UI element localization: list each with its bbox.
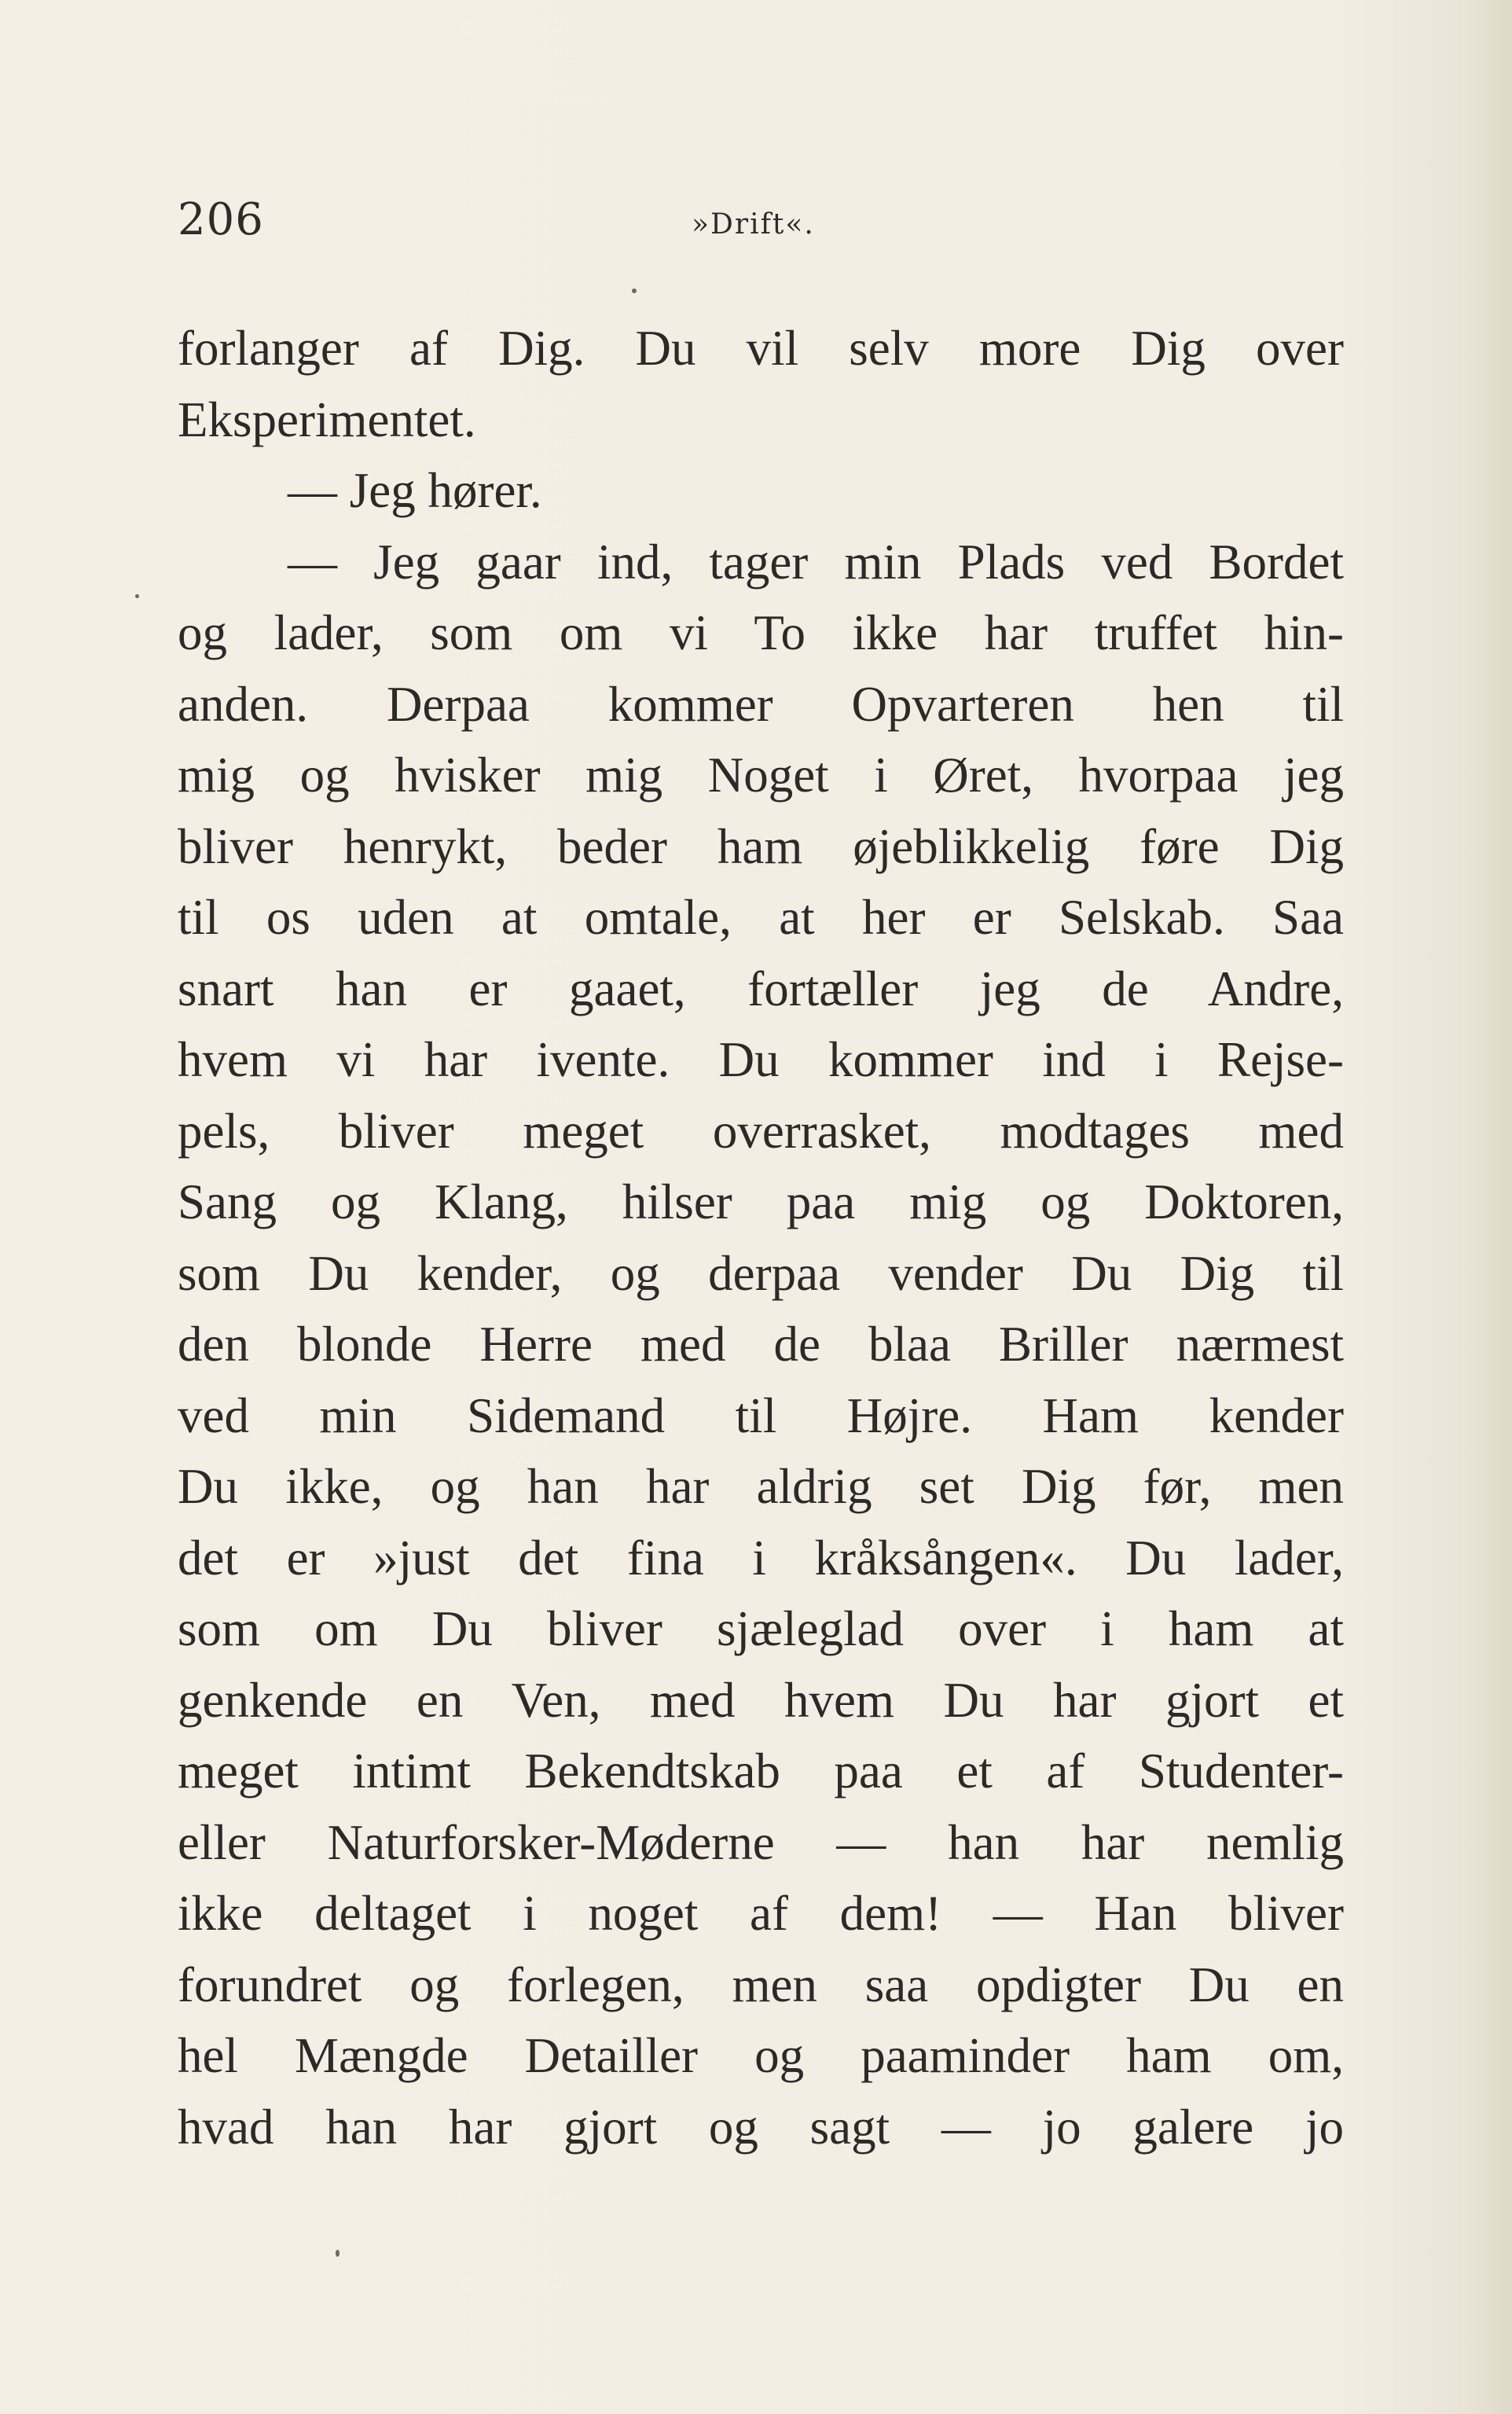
text-line: bliver henrykt, beder ham øjeblikkelig føre Dig [178,818,1344,874]
text-line: pels, bliver meget overrasket, modtages med [178,1103,1344,1159]
page-header [178,189,1341,252]
ink-speck [336,2250,339,2257]
text-line: forundret og forlegen, men saa opdigter Du en [178,1957,1344,2012]
ink-speck [135,594,139,598]
text-line: hvem vi har ivente. Du kommer ind i Rejse- [178,1032,1344,1087]
text-line: hvad han har gjort og sagt — jo galere jo [178,2099,1344,2155]
page-number: 206 [178,194,264,245]
text-line: genkende en Ven, med hvem Du har gjort et [178,1672,1344,1728]
text-line: som Du kender, og derpaa vender Du Dig til [178,1245,1344,1301]
body-text [178,313,1344,2162]
text-line: meget intimt Bekendtskab paa et af Studenter- [178,1743,1344,1799]
text-line: som om Du bliver sjæleglad over i ham at [178,1601,1344,1656]
text-line: den blonde Herre med de blaa Briller nærmest [178,1317,1344,1372]
text-line: hel Mængde Detailler og paaminder ham om, [178,2028,1344,2083]
text-line: mig og hvisker mig Noget i Øret, hvorpaa jeg [178,748,1344,803]
text-line: og lader, som om vi To ikke har truffet hin- [178,605,1344,660]
text-line: eller Naturforsker-Møderne — han har nemlig [178,1814,1344,1870]
text-line: anden. Derpaa kommer Opvarteren hen til [178,676,1344,732]
text-line: det er »just det fina i kråksången«. Du lader, [178,1530,1344,1585]
text-line: snart han er gaaet, fortæller jeg de Andre, [178,961,1344,1016]
running-title: »Drift«. [692,208,815,241]
text-line: ikke deltaget i noget af dem! — Han bliver [178,1886,1344,1941]
text-line: Du ikke, og han har aldrig set Dig før, men [178,1459,1344,1514]
text-line: ved min Sidemand til Højre. Ham kender [178,1387,1344,1443]
text-line: forlanger af Dig. Du vil selv more Dig over [178,321,1344,376]
ink-speck [632,288,637,293]
text-line: — Jeg gaar ind, tager min Plads ved Bordet [288,534,1344,590]
text-line: til os uden at omtale, at her er Selskab. Saa [178,890,1344,945]
text-line: — Jeg hører. [288,463,542,518]
text-line: Sang og Klang, hilser paa mig og Doktoren, [178,1174,1344,1229]
text-line: Eksperimentet. [178,391,476,447]
